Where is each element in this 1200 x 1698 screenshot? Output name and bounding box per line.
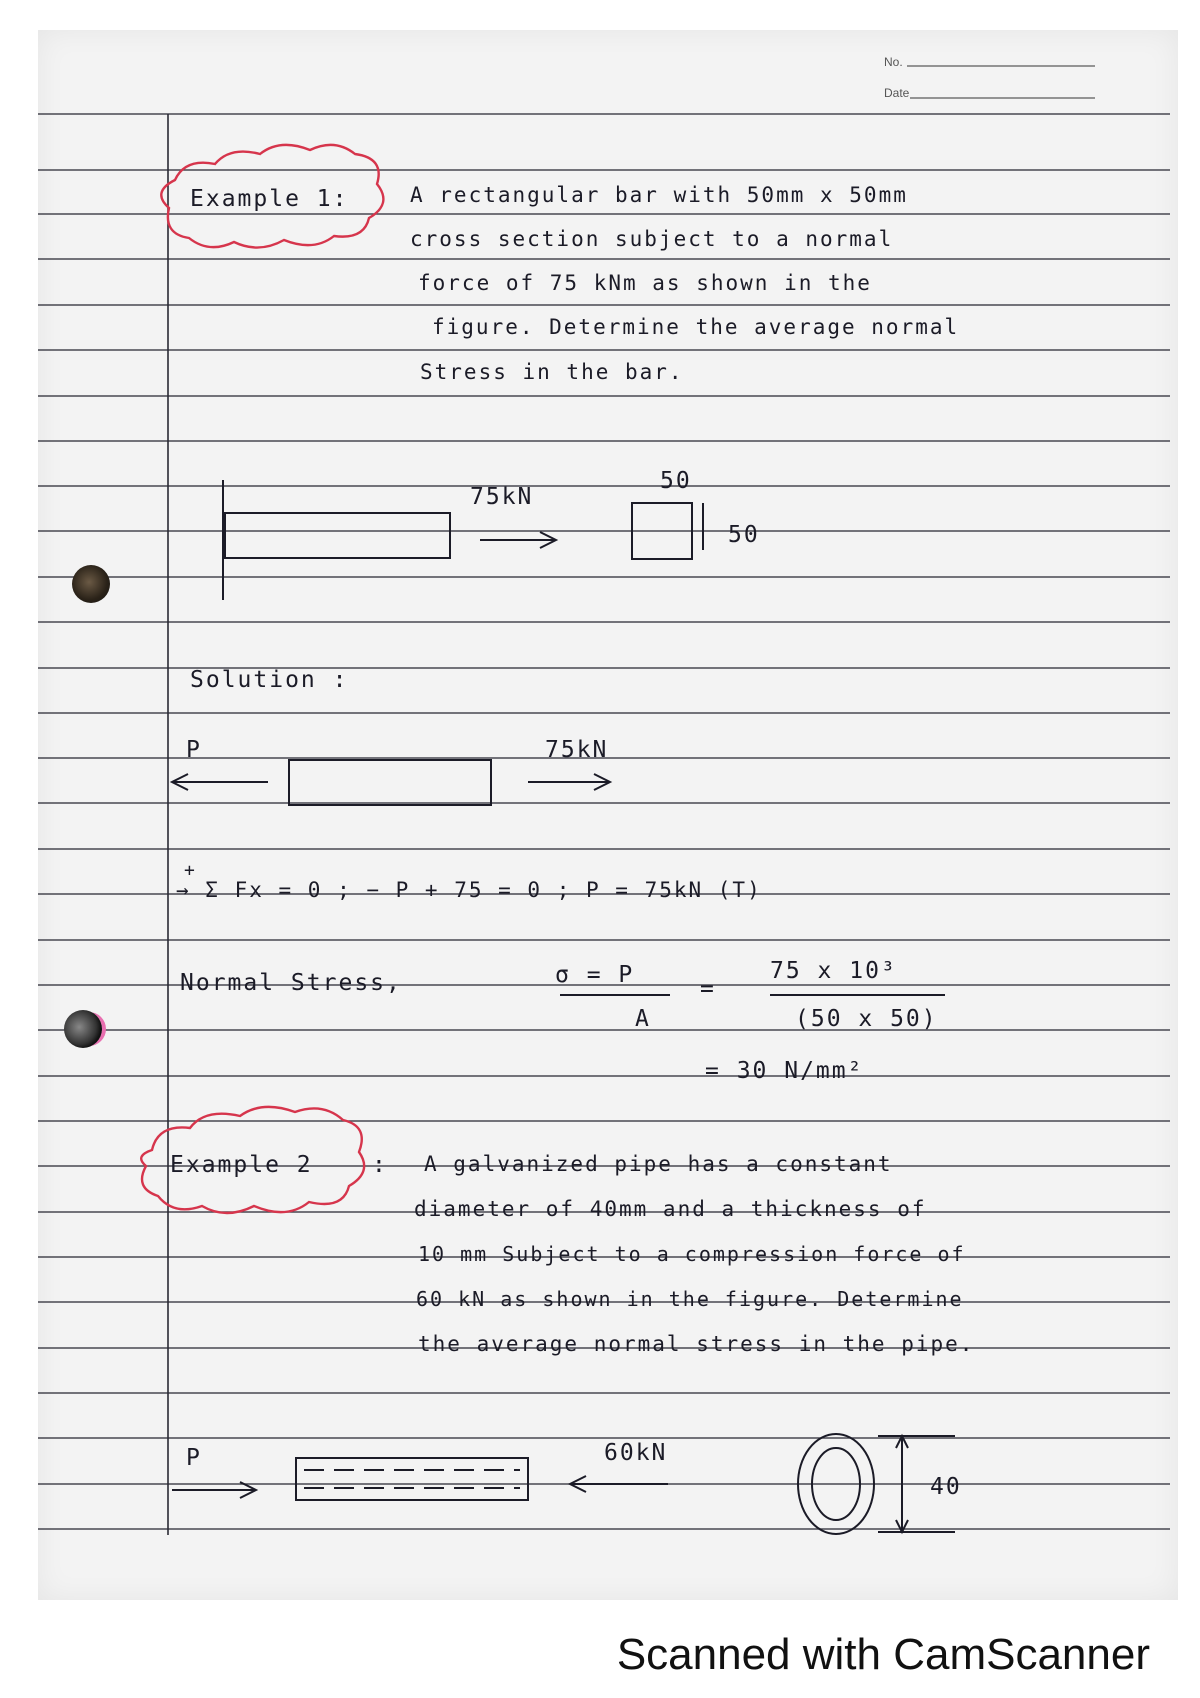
example2-label: Example 2 — [170, 1152, 313, 1178]
example1-line-4: figure. Determine the average normal — [432, 315, 960, 339]
date-label: Date — [884, 86, 910, 100]
binder-hole — [64, 1010, 102, 1048]
no-label: No. — [884, 55, 903, 69]
figure2-dim: 40 — [930, 1474, 962, 1500]
fbd-left-label: P — [186, 737, 202, 763]
example1-label: Example 1: — [190, 186, 349, 212]
solution-label: Solution : — [190, 667, 349, 693]
example1-line-2: cross section subject to a normal — [410, 227, 894, 251]
stress-label: Normal Stress, — [180, 970, 402, 996]
example1-line-1: A rectangular bar with 50mm x 50mm — [410, 183, 908, 207]
equilibrium-plus: + — [184, 860, 197, 881]
example2-line-5: the average normal stress in the pipe. — [418, 1332, 975, 1356]
sigma-denominator: A — [635, 1006, 651, 1032]
figure1-dim-top: 50 — [660, 468, 692, 494]
equals-sign: = — [700, 976, 716, 1002]
equilibrium-equation: → Σ Fx = 0 ; − P + 75 = 0 ; P = 75kN (T) — [176, 878, 762, 902]
figure2-left-label: P — [186, 1445, 202, 1471]
figure2-force-label: 60kN — [604, 1440, 668, 1466]
example2-colon: : — [372, 1152, 388, 1178]
sigma-numerator: σ = P — [555, 962, 635, 988]
scanner-watermark: Scanned with CamScanner — [616, 1630, 1150, 1679]
bar-figure-1 — [223, 480, 703, 600]
example1-line-5: Stress in the bar. — [420, 360, 684, 384]
example2-line-2: diameter of 40mm and a thickness of — [414, 1197, 927, 1221]
example2-line-3: 10 mm Subject to a compression force of — [418, 1242, 966, 1266]
fbd-right-label: 75kN — [545, 737, 609, 763]
stress-numerator: 75 x 10³ — [770, 958, 897, 984]
example2-line-1: A galvanized pipe has a constant — [424, 1152, 893, 1176]
example2-line-4: 60 kN as shown in the figure. Determine — [416, 1287, 964, 1311]
example1-line-3: force of 75 kNm as shown in the — [418, 271, 872, 295]
free-body-diagram — [172, 760, 610, 805]
stress-denominator: (50 x 50) — [795, 1006, 938, 1032]
stress-result: = 30 N/mm² — [705, 1058, 864, 1084]
binder-hole — [72, 565, 110, 603]
figure1-force-label: 75kN — [470, 484, 534, 510]
figure1-dim-side: 50 — [728, 522, 760, 548]
